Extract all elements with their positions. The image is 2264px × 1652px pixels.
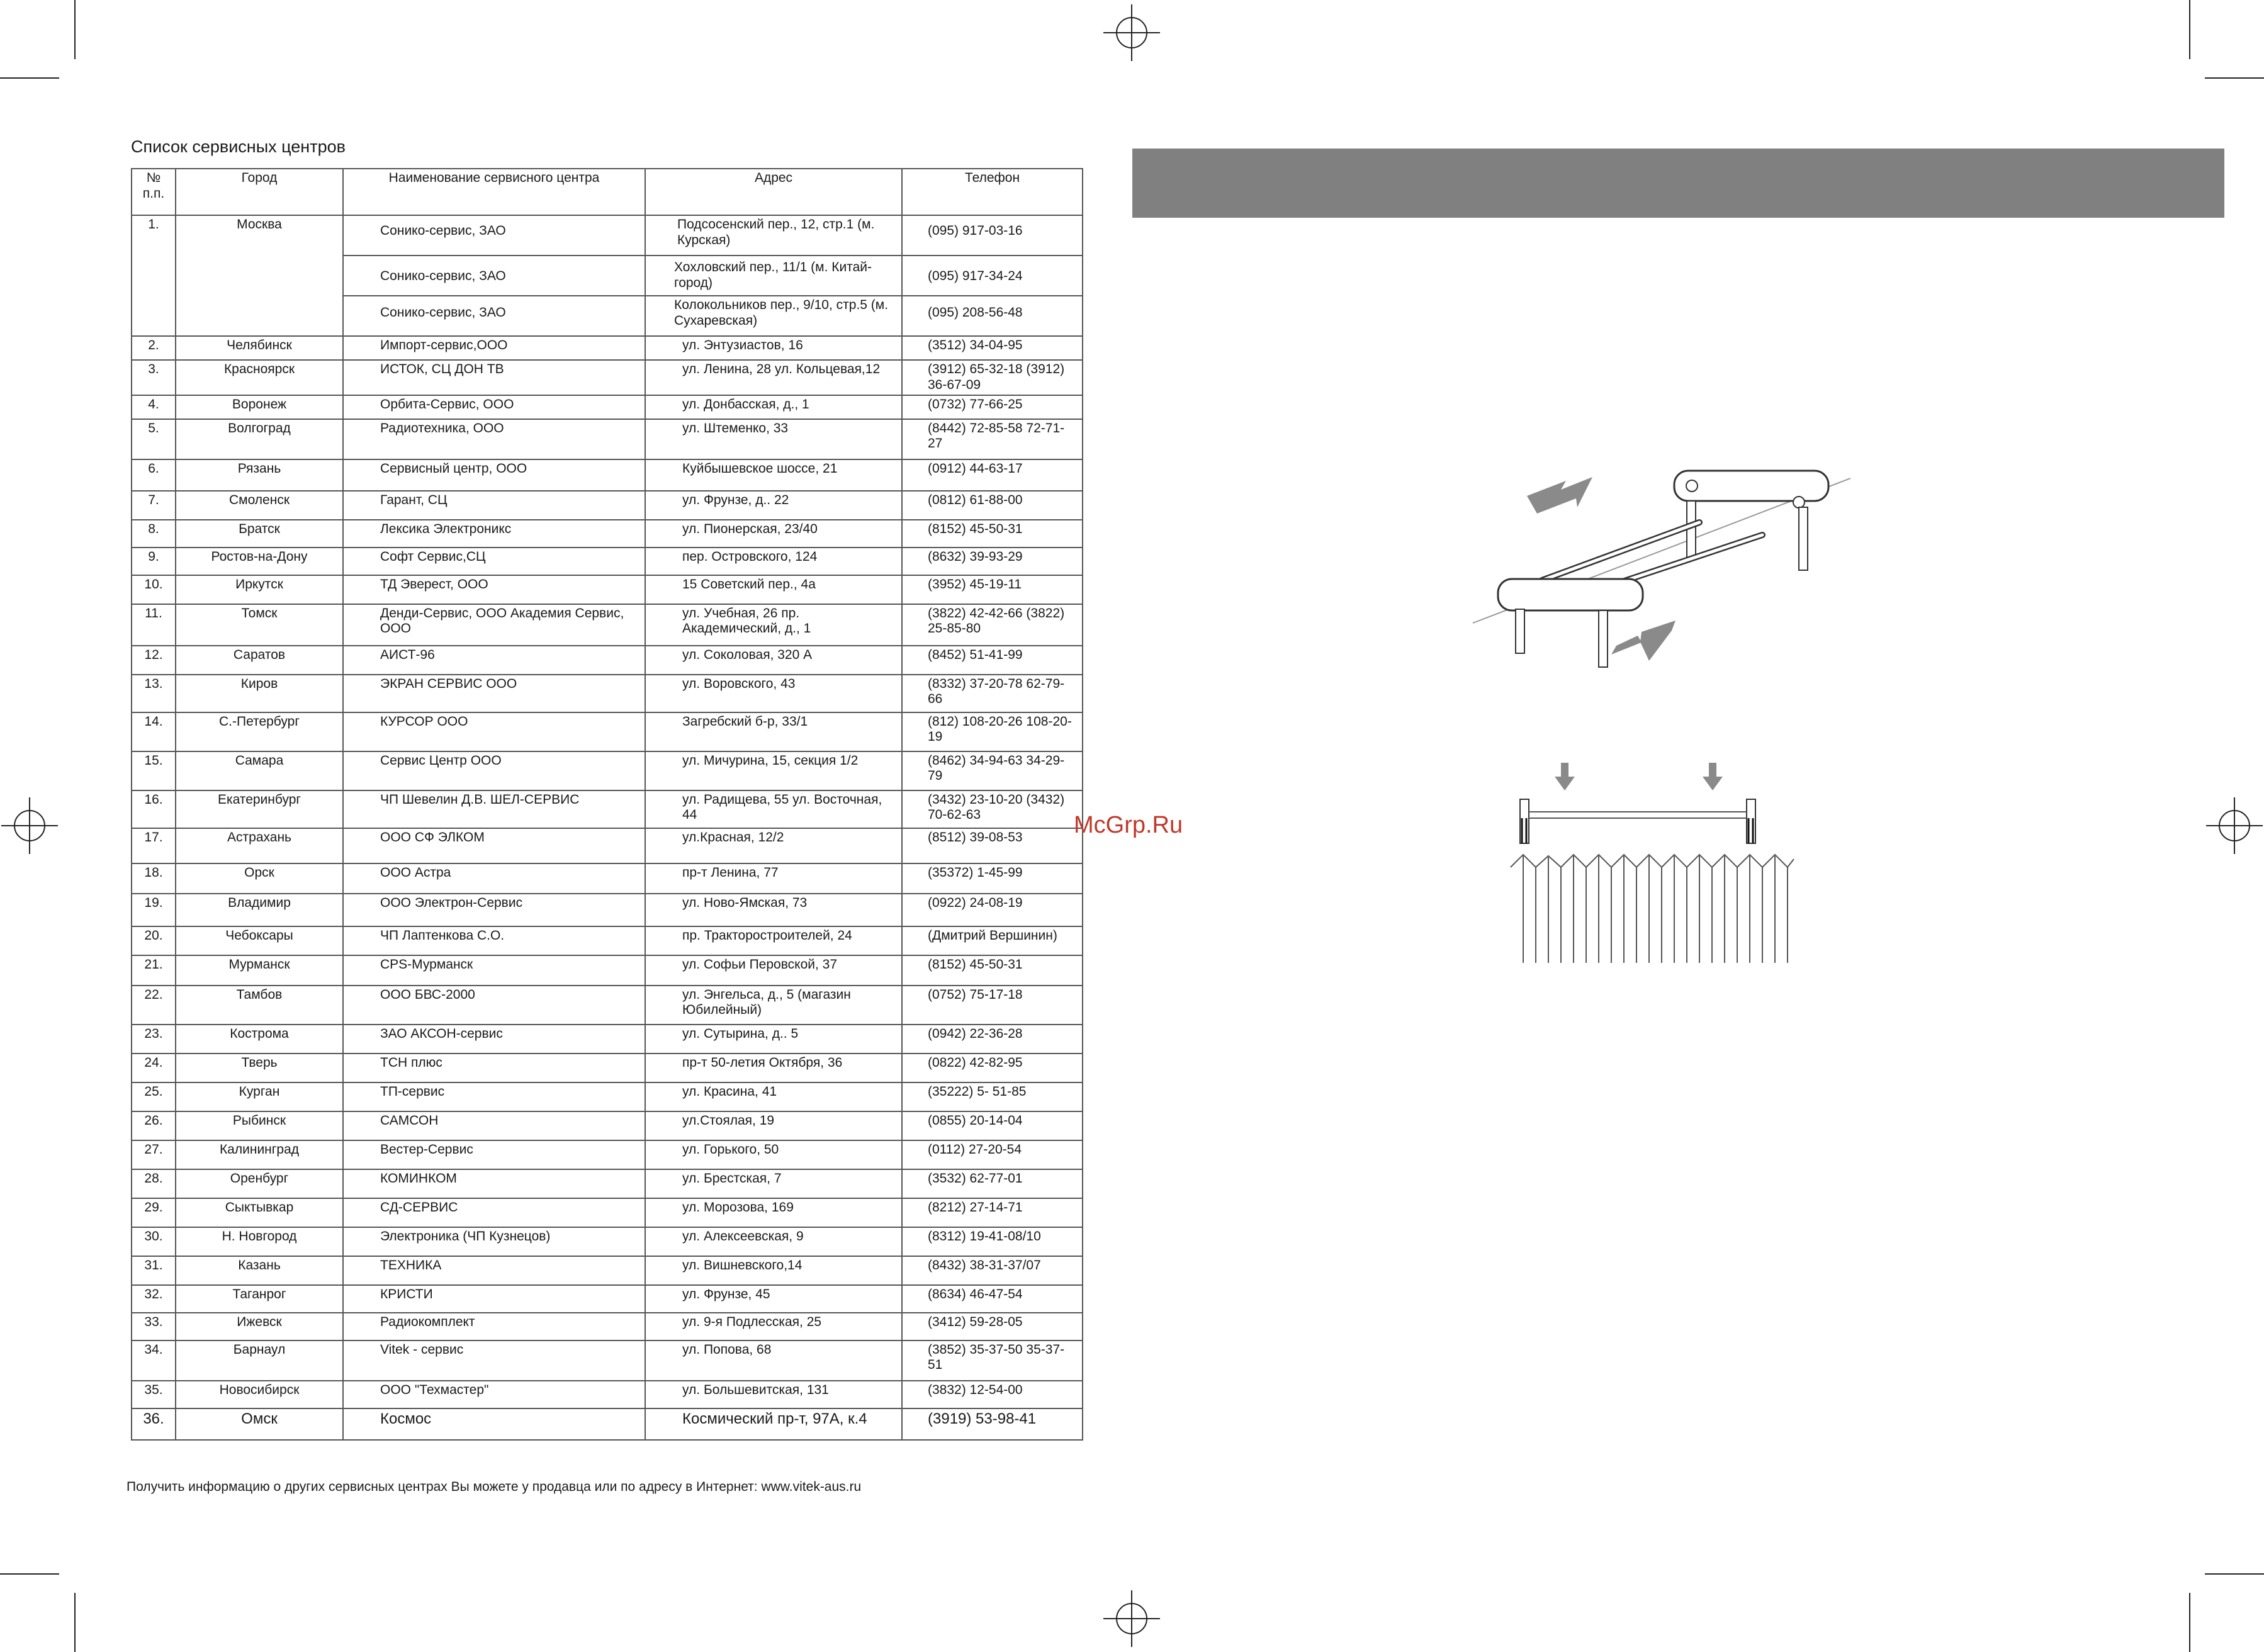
cell-no: 26. [132,1111,176,1140]
table-header-row [132,169,1083,215]
cell-address: ул. Брестская, 7 [645,1169,902,1198]
table-row [132,675,1083,712]
cell-no: 8. [132,520,176,548]
cell-address: ул.Стоялая, 19 [645,1111,902,1140]
cell-phone: (8152) 45-50-31 [902,520,1083,548]
cell-city: Орск [176,863,343,894]
cell-city: Барнаул [176,1340,343,1381]
cell-address: ул. Пионерская, 23/40 [645,520,902,548]
cell-no: 3. [132,360,176,395]
cell-address: ул. Соколовая, 320 А [645,646,902,675]
cell-phone: (3852) 35-37-50 35-37-51 [902,1340,1083,1381]
cell-city: Ижевск [176,1313,343,1340]
arrow-down-icon [1703,763,1723,790]
cell-no: 23. [132,1025,176,1054]
table-row [132,751,1083,790]
header-phone: Телефон [902,169,1083,215]
cell-no: 21. [132,955,176,986]
cell-no: 2. [132,336,176,360]
cell-name: Орбита-Сервис, ООО [343,395,645,419]
cell-address: ул. Горького, 50 [645,1140,902,1169]
table-row [132,336,1083,360]
cell-name: ТД Эверест, ООО [343,575,645,604]
table-row [132,459,1083,491]
cell-no: 27. [132,1140,176,1169]
cell-phone: (095) 917-03-16 [902,215,1083,256]
cell-phone: (095) 917-34-24 [902,256,1083,296]
cell-address: ул. Ленина, 28 ул. Кольцевая,12 [645,360,902,395]
cell-phone: (812) 108-20-26 108-20-19 [902,712,1083,751]
cell-address: Хохловский пер., 11/1 (м. Китай-город) [645,256,902,296]
cell-address: Космический пр-т, 97А, к.4 [645,1408,902,1440]
cell-name: ТСН плюс [343,1054,645,1082]
table-row [132,1169,1083,1198]
cell-address: ул. Мичурина, 15, секция 1/2 [645,751,902,790]
cell-city: Чебоксары [176,926,343,955]
cell-city: Курган [176,1082,343,1111]
cell-city: Новосибирск [176,1381,343,1408]
table-row [132,1025,1083,1054]
cell-city: Казань [176,1256,343,1285]
cell-address: ул. Энгельса, д., 5 (магазин Юбилейный) [645,986,902,1025]
cell-phone: (0822) 42-82-95 [902,1054,1083,1082]
cell-no: 1. [132,215,176,336]
cell-name: ЭКРАН СЕРВИС ООО [343,675,645,712]
cell-phone: (8432) 38-31-37/07 [902,1256,1083,1285]
cell-name: ИСТОК, СЦ ДОН ТВ [343,360,645,395]
crop-mark [2205,77,2264,79]
header-band [1132,149,2224,218]
cell-phone: (3832) 12-54-00 [902,1381,1083,1408]
cell-no: 11. [132,604,176,646]
cell-address: пер. Островского, 124 [645,548,902,575]
cell-name: ЧП Лаптенкова С.О. [343,926,645,955]
comb-attachment-figure [1467,453,1857,705]
cell-address: пр. Тракторостроителей, 24 [645,926,902,955]
comb-teeth-figure [1498,755,1825,975]
table-row [132,419,1083,459]
cell-name: Космос [343,1408,645,1440]
table-row [132,1285,1083,1313]
cell-city: Мурманск [176,955,343,986]
cell-city: Екатеринбург [176,790,343,828]
cell-address: ул. Энтузиастов, 16 [645,336,902,360]
cell-name: Vitek - сервис [343,1340,645,1381]
footnote: Получить информацию о других сервисных центрах Вы можете у продавца или по адресу в Интернет: www.vitek-aus.ru [127,1480,862,1494]
table-row [132,712,1083,751]
cell-address: пр-т Ленина, 77 [645,863,902,894]
cell-no: 25. [132,1082,176,1111]
crop-mark [74,0,76,59]
crop-mark [2189,0,2190,59]
cell-phone: (0112) 27-20-54 [902,1140,1083,1169]
cell-address: ул. Фрунзе, д.. 22 [645,491,902,520]
cell-name: ООО Астра [343,863,645,894]
cell-name: Денди-Сервис, ООО Академия Сервис, ООО [343,604,645,646]
table-row [132,828,1083,863]
cell-city: Рязань [176,459,343,491]
cell-city: Красноярск [176,360,343,395]
registration-mark-left [1,797,58,854]
registration-mark-right [2206,797,2263,854]
cell-phone: (0855) 20-14-04 [902,1111,1083,1140]
table-row [132,548,1083,575]
cell-phone: (0752) 75-17-18 [902,986,1083,1025]
table-row [132,1082,1083,1111]
table-row [132,646,1083,675]
cell-city: Самара [176,751,343,790]
cell-phone: (8452) 51-41-99 [902,646,1083,675]
table-row [132,395,1083,419]
table-row [132,1111,1083,1140]
table-row [132,491,1083,520]
cell-no: 5. [132,419,176,459]
cell-phone: (0922) 24-08-19 [902,894,1083,926]
cell-no: 20. [132,926,176,955]
header-address: Адрес [645,169,902,215]
cell-address: ул. Сутырина, д.. 5 [645,1025,902,1054]
cell-address: 15 Советский пер., 4а [645,575,902,604]
cell-name: Радиотехника, ООО [343,419,645,459]
cell-city: Оренбург [176,1169,343,1198]
cell-phone: (8312) 19-41-08/10 [902,1227,1083,1256]
table-row [132,1408,1083,1440]
cell-no: 29. [132,1198,176,1227]
cell-name: Сервис Центр ООО [343,751,645,790]
cell-phone: (8632) 39-93-29 [902,548,1083,575]
cell-no: 31. [132,1256,176,1285]
cell-phone: (35222) 5- 51-85 [902,1082,1083,1111]
cell-no: 33. [132,1313,176,1340]
cell-phone: (8152) 45-50-31 [902,955,1083,986]
cell-phone: (Дмитрий Вершинин) [902,926,1083,955]
cell-address: ул. Фрунзе, 45 [645,1285,902,1313]
cell-name: КУРСОР ООО [343,712,645,751]
cell-no: 6. [132,459,176,491]
cell-no: 13. [132,675,176,712]
table-row [132,215,1083,256]
cell-no: 35. [132,1381,176,1408]
cell-name: ТЕХНИКА [343,1256,645,1285]
table-row [132,955,1083,986]
table-row [132,926,1083,955]
cell-city: Волгоград [176,419,343,459]
cell-phone: (3412) 59-28-05 [902,1313,1083,1340]
cell-phone: (3532) 62-77-01 [902,1169,1083,1198]
cell-phone: (0812) 61-88-00 [902,491,1083,520]
cell-no: 14. [132,712,176,751]
header-city: Город [176,169,343,215]
cell-city: Астрахань [176,828,343,863]
table-row [132,520,1083,548]
cell-city: Киров [176,675,343,712]
cell-phone: (8634) 46-47-54 [902,1285,1083,1313]
cell-name: Софт Сервис,СЦ [343,548,645,575]
cell-name: ООО Электрон-Сервис [343,894,645,926]
cell-address: ул. Софьи Перовской, 37 [645,955,902,986]
registration-mark-top [1103,4,1160,61]
cell-city: Н. Новгород [176,1227,343,1256]
cell-city: Смоленск [176,491,343,520]
cell-city: Ростов-на-Дону [176,548,343,575]
cell-address: ул.Красная, 12/2 [645,828,902,863]
cell-no: 15. [132,751,176,790]
cell-name: АИСТ-96 [343,646,645,675]
table-row [132,575,1083,604]
cell-address: ул. Большевитская, 131 [645,1381,902,1408]
cell-name: СД-СЕРВИС [343,1198,645,1227]
table-row [132,604,1083,646]
cell-name: Сонико-сервис, ЗАО [343,215,645,256]
cell-no: 12. [132,646,176,675]
cell-no: 9. [132,548,176,575]
cell-name: ООО БВС-2000 [343,986,645,1025]
table-row [132,1340,1083,1381]
cell-no: 18. [132,863,176,894]
cell-name: Гарант, СЦ [343,491,645,520]
cell-city: Тверь [176,1054,343,1082]
cell-city: Кострома [176,1025,343,1054]
cell-city: Таганрог [176,1285,343,1313]
cell-phone: (0942) 22-36-28 [902,1025,1083,1054]
table-row [132,790,1083,828]
table-row [132,1140,1083,1169]
cell-address: ул. Воровского, 43 [645,675,902,712]
cell-city: Братск [176,520,343,548]
cell-city: Омск [176,1408,343,1440]
cell-phone: (3919) 53-98-41 [902,1408,1083,1440]
cell-name: Сервисный центр, ООО [343,459,645,491]
cell-phone: (0912) 44-63-17 [902,459,1083,491]
cell-city: Саратов [176,646,343,675]
cell-phone: (8332) 37-20-78 62-79-66 [902,675,1083,712]
header-name: Наименование сервисного центра [343,169,645,215]
watermark: McGrp.Ru [1074,812,1183,838]
page-title: Список сервисных центров [131,137,346,156]
table-row [132,1256,1083,1285]
table-row [132,1381,1083,1408]
table-row [132,863,1083,894]
cell-city: Воронеж [176,395,343,419]
cell-no: 36. [132,1408,176,1440]
cell-address: ул. Вишневского,14 [645,1256,902,1285]
cell-phone: (3512) 34-04-95 [902,336,1083,360]
cell-city: Рыбинск [176,1111,343,1140]
cell-no: 19. [132,894,176,926]
cell-city: С.-Петербург [176,712,343,751]
cell-phone: (095) 208-56-48 [902,296,1083,336]
cell-city: Владимир [176,894,343,926]
cell-address: ул. Радищева, 55 ул. Восточная, 44 [645,790,902,828]
cell-address: Загребский б-р, 33/1 [645,712,902,751]
cell-no: 28. [132,1169,176,1198]
cell-no: 24. [132,1054,176,1082]
cell-address: ул. 9-я Подлесская, 25 [645,1313,902,1340]
cell-no: 22. [132,986,176,1025]
cell-name: ТП-сервис [343,1082,645,1111]
cell-name: ООО СФ ЭЛКОМ [343,828,645,863]
cell-phone: (3822) 42-42-66 (3822) 25-85-80 [902,604,1083,646]
arrow-down-icon [1555,763,1575,790]
table-row [132,894,1083,926]
cell-name: CPS-Мурманск [343,955,645,986]
cell-city: Тамбов [176,986,343,1025]
cell-no: 32. [132,1285,176,1313]
cell-phone: (8442) 72-85-58 72-71-27 [902,419,1083,459]
cell-name: КРИСТИ [343,1285,645,1313]
cell-name: Лексика Электроникс [343,520,645,548]
cell-address: ул. Ново-Ямская, 73 [645,894,902,926]
cell-address: ул. Учебная, 26 пр. Академический, д., 1 [645,604,902,646]
table-row [132,360,1083,395]
cell-address: ул. Попова, 68 [645,1340,902,1381]
cell-name: Импорт-сервис,ООО [343,336,645,360]
cell-address: Подсосенский пер., 12, стр.1 (м. Курская) [645,215,902,256]
cell-address: ул. Морозова, 169 [645,1198,902,1227]
cell-phone: (8462) 34-94-63 34-29-79 [902,751,1083,790]
cell-city: Москва [176,215,343,336]
cell-no: 30. [132,1227,176,1256]
table-row [132,986,1083,1025]
cell-no: 17. [132,828,176,863]
cell-no: 4. [132,395,176,419]
cell-name: ЧП Шевелин Д.В. ШЕЛ-СЕРВИС [343,790,645,828]
cell-city: Челябинск [176,336,343,360]
crop-mark [2189,1593,2190,1652]
cell-name: САМСОН [343,1111,645,1140]
arrow-icon [1527,477,1592,514]
cell-name: Сонико-сервис, ЗАО [343,256,645,296]
crop-mark [0,77,59,79]
cell-name: КОМИНКОМ [343,1169,645,1198]
registration-mark-bottom [1103,1590,1160,1647]
cell-name: Сонико-сервис, ЗАО [343,296,645,336]
cell-phone: (3952) 45-19-11 [902,575,1083,604]
cell-name: Вестер-Сервис [343,1140,645,1169]
crop-mark [74,1593,76,1652]
cell-name: ЗАО АКСОН-сервис [343,1025,645,1054]
cell-address: ул. Красина, 41 [645,1082,902,1111]
cell-name: Радиокомплект [343,1313,645,1340]
table-row [132,1313,1083,1340]
cell-city: Калининград [176,1140,343,1169]
cell-address: ул. Штеменко, 33 [645,419,902,459]
service-centers-table [131,168,1083,1441]
table-row [132,1198,1083,1227]
cell-address: Колокольников пер., 9/10, стр.5 (м. Сухаревская) [645,296,902,336]
cell-address: ул. Алексеевская, 9 [645,1227,902,1256]
cell-no: 16. [132,790,176,828]
table-row [132,1227,1083,1256]
cell-address: Куйбышевское шоссе, 21 [645,459,902,491]
cell-phone: (35372) 1-45-99 [902,863,1083,894]
cell-name: Электроника (ЧП Кузнецов) [343,1227,645,1256]
cell-phone: (8212) 27-14-71 [902,1198,1083,1227]
cell-phone: (8512) 39-08-53 [902,828,1083,863]
cell-no: 34. [132,1340,176,1381]
cell-address: ул. Донбасская, д., 1 [645,395,902,419]
crop-mark [2205,1573,2264,1575]
cell-no: 7. [132,491,176,520]
cell-name: ООО "Техмастер" [343,1381,645,1408]
cell-address: пр-т 50-летия Октября, 36 [645,1054,902,1082]
header-no: № п.п. [132,169,176,215]
cell-phone: (3912) 65-32-18 (3912) 36-67-09 [902,360,1083,395]
cell-phone: (3432) 23-10-20 (3432) 70-62-63 [902,790,1083,828]
table-row [132,1054,1083,1082]
cell-phone: (0732) 77-66-25 [902,395,1083,419]
cell-no: 10. [132,575,176,604]
cell-city: Иркутск [176,575,343,604]
cell-city: Томск [176,604,343,646]
crop-mark [0,1573,59,1575]
cell-city: Сыктывкар [176,1198,343,1227]
